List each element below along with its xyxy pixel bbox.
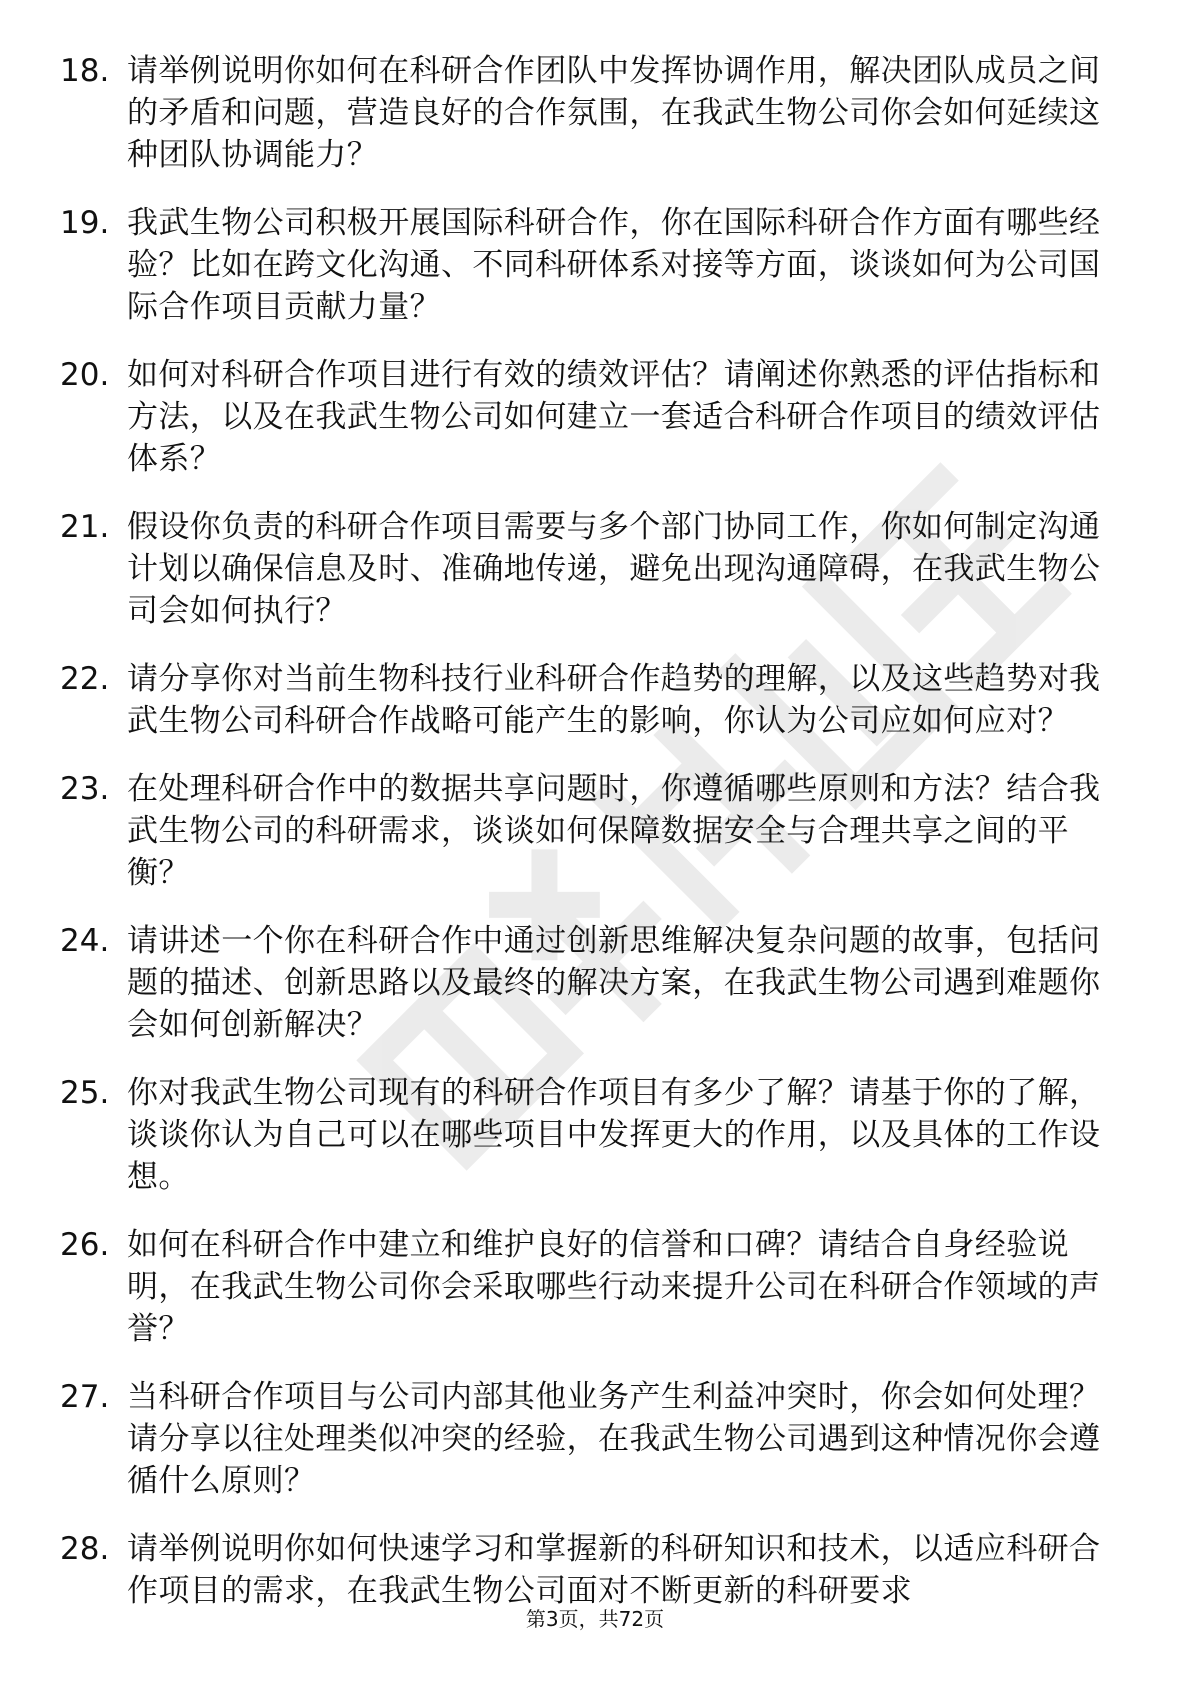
question-text: 请讲述一个你在科研合作中通过创新思维解决复杂问题的故事，包括问题的描述、创新思路以及最终的解决方案，在我武生物公司遇到难题你会如何创新解决？ — [127, 923, 1101, 1043]
question-item — [60, 658, 1110, 742]
page-footer: 第3页，共72页 — [525, 1607, 665, 1631]
question-number: 26. — [60, 1227, 110, 1263]
question-number: 27. — [60, 1379, 110, 1415]
question-item — [60, 354, 1110, 480]
question-number: 22. — [60, 661, 110, 697]
question-item — [60, 1224, 1110, 1350]
question-item — [60, 920, 1110, 1046]
question-number: 25. — [60, 1075, 110, 1111]
question-text: 假设你负责的科研合作项目需要与多个部门协同工作，你如何制定沟通计划以确保信息及时、准确地传递，避免出现沟通障碍，在我武生物公司会如何执行？ — [127, 509, 1101, 629]
question-number: 24. — [60, 923, 110, 959]
question-text: 请举例说明你如何在科研合作团队中发挥协调作用，解决团队成员之间的矛盾和问题，营造良好的合作氛围，在我武生物公司你会如何延续这种团队协调能力？ — [127, 53, 1101, 173]
question-item — [60, 1528, 1110, 1612]
question-item — [60, 202, 1110, 328]
question-text: 如何在科研合作中建立和维护良好的信誉和口碑？请结合自身经验说明，在我武生物公司你会采取哪些行动来提升公司在科研合作领域的声誉？ — [127, 1227, 1101, 1347]
question-text: 你对我武生物公司现有的科研合作项目有多少了解？请基于你的了解，谈谈你认为自己可以在哪些项目中发挥更大的作用，以及具体的工作设想。 — [127, 1075, 1101, 1195]
question-text: 我武生物公司积极开展国际科研合作，你在国际科研合作方面有哪些经验？比如在跨文化沟通、不同科研体系对接等方面，谈谈如何为公司国际合作项目贡献力量？ — [127, 205, 1101, 325]
question-text: 在处理科研合作中的数据共享问题时，你遵循哪些原则和方法？结合我武生物公司的科研需求，谈谈如何保障数据安全与合理共享之间的平衡？ — [127, 771, 1101, 891]
question-text: 请分享你对当前生物科技行业科研合作趋势的理解，以及这些趋势对我武生物公司科研合作战略可能产生的影响，你认为公司应如何应对？ — [127, 661, 1101, 739]
question-item — [60, 506, 1110, 632]
question-item — [60, 1072, 1110, 1198]
question-item — [60, 1376, 1110, 1502]
question-item — [60, 768, 1110, 894]
question-number: 20. — [60, 357, 110, 393]
question-number: 28. — [60, 1531, 110, 1567]
question-text: 如何对科研合作项目进行有效的绩效评估？请阐述你熟悉的评估指标和方法，以及在我武生物公司如何建立一套适合科研合作项目的绩效评估体系？ — [127, 357, 1101, 477]
question-text: 当科研合作项目与公司内部其他业务产生利益冲突时，你会如何处理？请分享以往处理类似冲突的经验，在我武生物公司遇到这种情况你会遵循什么原则？ — [127, 1379, 1101, 1499]
question-number: 18. — [60, 53, 110, 89]
question-number: 19. — [60, 205, 110, 241]
question-item — [60, 50, 1110, 176]
question-number: 23. — [60, 771, 110, 807]
question-text: 请举例说明你如何快速学习和掌握新的科研知识和技术，以适应科研合作项目的需求，在我武生物公司面对不断更新的科研要求 — [127, 1531, 1101, 1609]
question-number: 21. — [60, 509, 110, 545]
question-list — [60, 50, 1110, 1638]
